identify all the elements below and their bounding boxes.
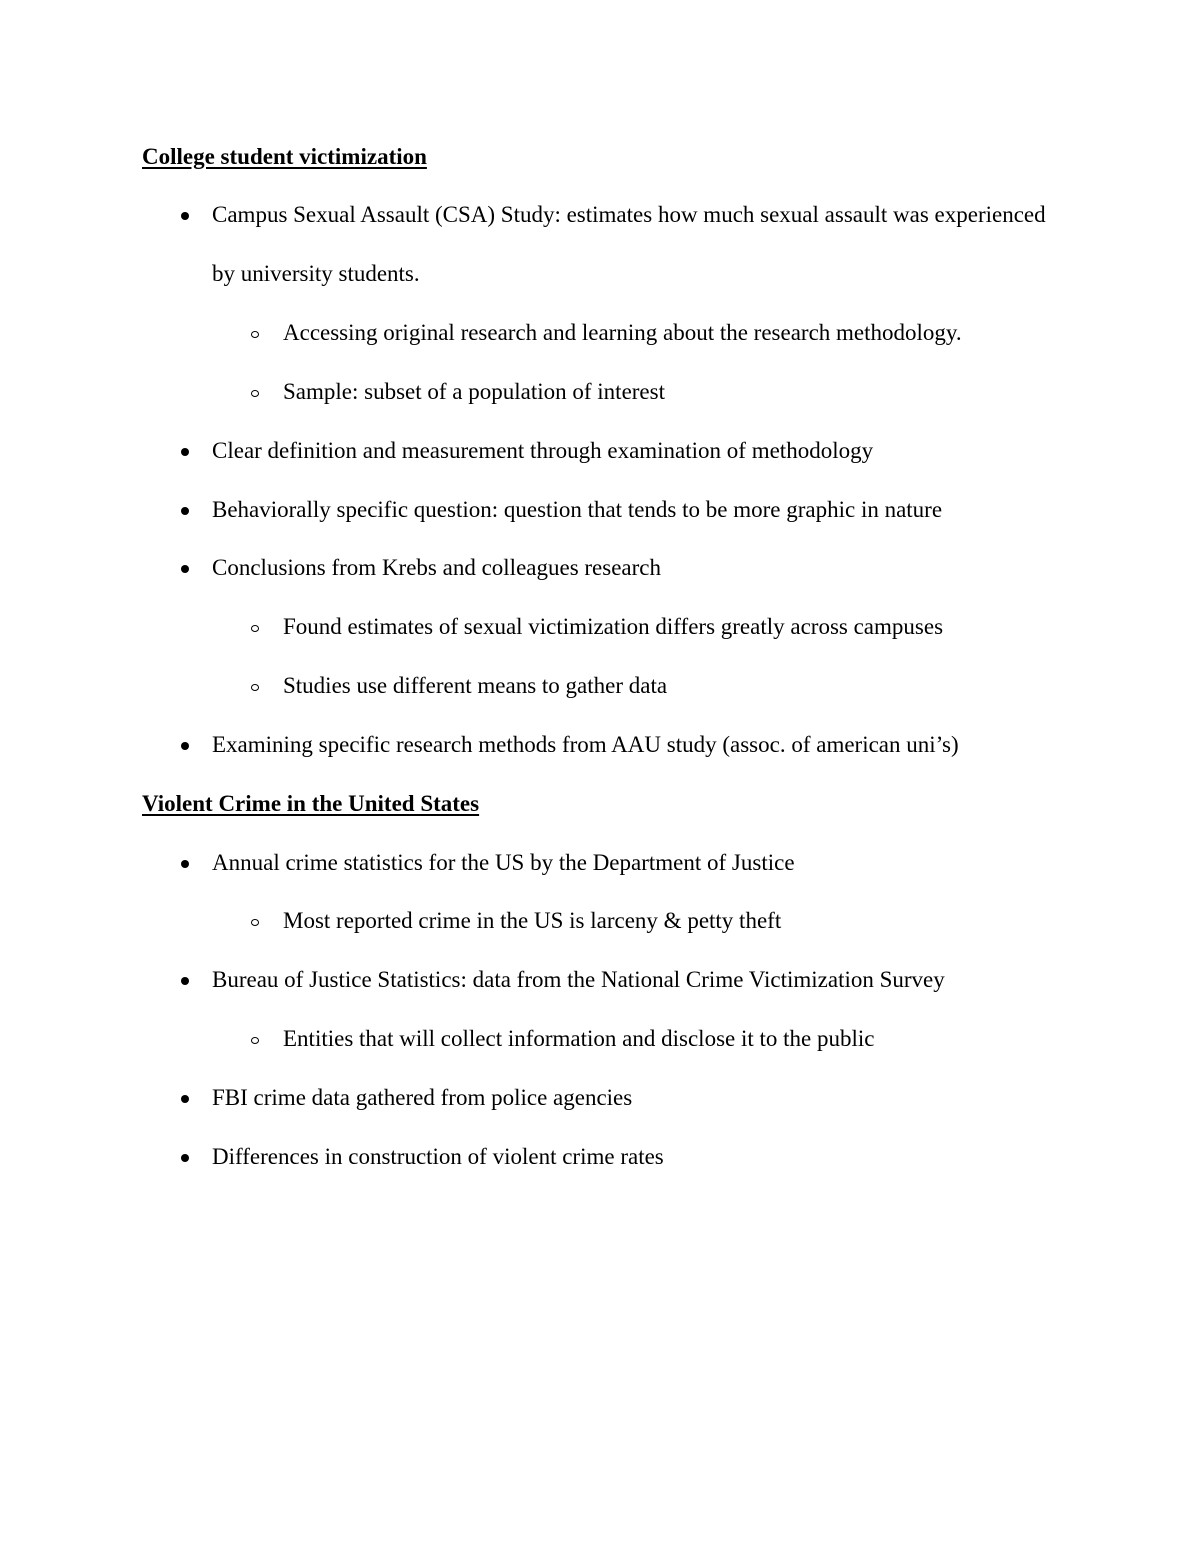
sub-list-item: Most reported crime in the US is larceny & petty theft (283, 908, 782, 933)
bullet-icon (181, 1154, 189, 1162)
bullet-icon (181, 448, 189, 456)
list-item: Conclusions from Krebs and colleagues research (212, 555, 661, 580)
list-item: Bureau of Justice Statistics: data from the National Crime Victimization Survey (212, 967, 945, 992)
bullet-icon (181, 860, 189, 868)
section-heading-violent-crime: Violent Crime in the United States (142, 791, 480, 816)
hollow-bullet-icon (251, 1037, 259, 1044)
sub-list-item: Accessing original research and learning about the research methodology. (283, 320, 962, 345)
section-heading-college-victimization: College student victimization (142, 144, 427, 169)
bullet-icon (181, 977, 189, 985)
sub-list-item: Found estimates of sexual victimization differs greatly across campuses (283, 614, 944, 639)
list-item: Campus Sexual Assault (CSA) Study: estimates how much sexual assault was experienced (212, 202, 1046, 227)
list-item: FBI crime data gathered from police agencies (212, 1085, 633, 1110)
bullet-icon (181, 507, 189, 515)
sub-list-item: Entities that will collect information and disclose it to the public (283, 1026, 875, 1051)
list-item: Examining specific research methods from AAU study (assoc. of american uni’s) (212, 732, 959, 757)
sub-list-item: Sample: subset of a population of interest (283, 379, 665, 404)
bullet-icon (181, 742, 189, 750)
list-item-continuation: by university students. (212, 261, 420, 286)
hollow-bullet-icon (251, 625, 259, 632)
hollow-bullet-icon (251, 331, 259, 338)
bullet-icon (181, 565, 189, 573)
list-item: Clear definition and measurement through examination of methodology (212, 438, 874, 463)
hollow-bullet-icon (251, 684, 259, 691)
hollow-bullet-icon (251, 390, 259, 397)
list-item: Behaviorally specific question: question that tends to be more graphic in nature (212, 497, 943, 522)
sub-list-item: Studies use different means to gather data (283, 673, 668, 698)
list-item: Annual crime statistics for the US by the Department of Justice (212, 850, 795, 875)
bullet-icon (181, 212, 189, 220)
hollow-bullet-icon (251, 919, 259, 926)
bullet-icon (181, 1095, 189, 1103)
list-item: Differences in construction of violent crime rates (212, 1144, 664, 1169)
